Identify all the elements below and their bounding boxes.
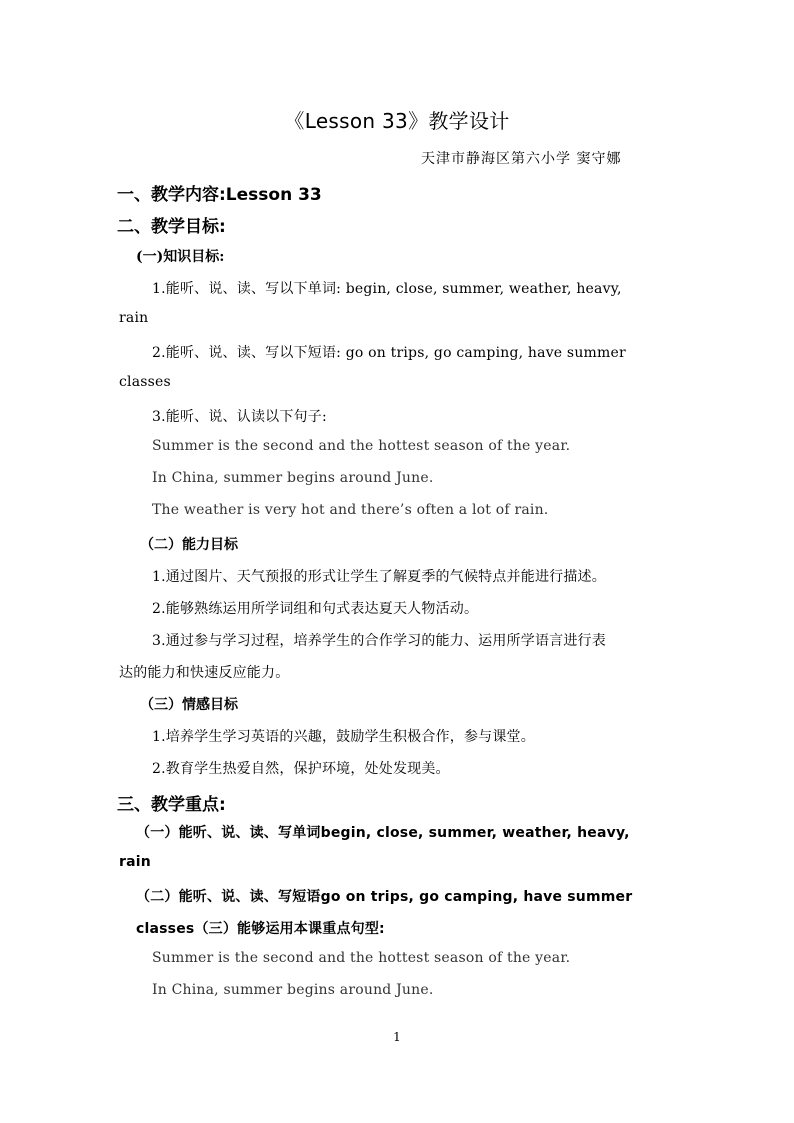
key-point-1-cont: rain xyxy=(119,854,151,870)
key-sentence-2: In China, summer begins around June. xyxy=(152,982,434,998)
emotion-objectives-heading: （三）情感目标 xyxy=(140,697,238,713)
sentence-2: In China, summer begins around June. xyxy=(152,470,434,486)
emotion-item-2: 2.教育学生热爱自然，保护环境，处处发现美。 xyxy=(152,761,450,777)
section-heading-content: 一、教学内容:Lesson 33 xyxy=(117,185,322,205)
ability-item-3: 3.通过参与学习过程，培养学生的合作学习的能力、运用所学语言进行表 xyxy=(152,633,606,649)
knowledge-item-1-cont: rain xyxy=(119,310,149,326)
key-point-2-cont: classes（三）能够运用本课重点句型: xyxy=(136,921,385,937)
key-point-1: （一）能听、说、读、写单词begin, close, summer, weather, heavy, xyxy=(136,825,630,841)
key-sentence-1: Summer is the second and the hottest season of the year. xyxy=(152,950,571,966)
sentence-3: The weather is very hot and there’s often a lot of rain. xyxy=(152,502,549,518)
knowledge-item-2: 2.能听、说、读、写以下短语: go on trips, go camping, have summer xyxy=(152,345,626,361)
ability-item-3-cont: 达的能力和快速反应能力。 xyxy=(119,665,290,681)
section-heading-key-points: 三、教学重点: xyxy=(117,795,226,815)
knowledge-item-3: 3.能听、说、认读以下句子: xyxy=(152,409,327,425)
key-point-2: （二）能听、说、读、写短语go on trips, go camping, have summer xyxy=(136,889,633,905)
page-number: 1 xyxy=(393,1030,401,1044)
document-title: 《Lesson 33》教学设计 xyxy=(284,109,510,133)
ability-item-1: 1.通过图片、天气预报的形式让学生了解夏季的气候特点并能进行描述。 xyxy=(152,569,606,585)
knowledge-item-2-cont: classes xyxy=(119,374,171,390)
knowledge-objectives-heading: (一)知识目标: xyxy=(136,249,225,265)
sentence-1: Summer is the second and the hottest season of the year. xyxy=(152,438,571,454)
author-line: 天津市静海区第六小学 窦守娜 xyxy=(421,151,622,167)
ability-item-2: 2.能够熟练运用所学词组和句式表达夏天人物活动。 xyxy=(152,601,479,617)
emotion-item-1: 1.培养学生学习英语的兴趣，鼓励学生积极合作，参与课堂。 xyxy=(152,729,535,745)
ability-objectives-heading: （二）能力目标 xyxy=(140,537,238,553)
section-heading-objectives: 二、教学目标: xyxy=(117,217,226,237)
knowledge-item-1: 1.能听、说、读、写以下单词: begin, close, summer, weather, heavy, xyxy=(152,281,622,297)
